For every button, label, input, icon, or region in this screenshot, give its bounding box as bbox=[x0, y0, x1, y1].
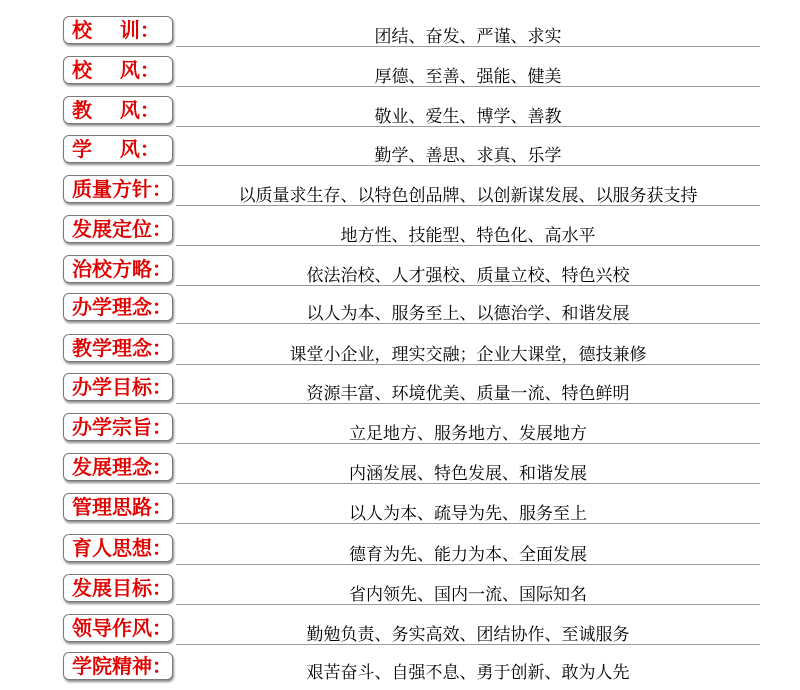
row-value: 德育为先、能力为本、全面发展 bbox=[349, 545, 587, 565]
row-development-positioning bbox=[0, 211, 800, 251]
row-label: 领导作风： bbox=[63, 614, 173, 642]
row-school-motto bbox=[0, 12, 800, 52]
row-label: 校 训： bbox=[63, 16, 173, 44]
row-divider bbox=[176, 165, 760, 166]
row-leadership-style bbox=[0, 610, 800, 650]
row-label: 教 风： bbox=[63, 96, 173, 124]
row-divider bbox=[176, 604, 760, 605]
row-divider bbox=[176, 86, 760, 87]
row-label: 学 风： bbox=[63, 135, 173, 163]
row-school-goal bbox=[0, 369, 800, 409]
row-college-spirit bbox=[0, 648, 800, 688]
row-label: 学院精神： bbox=[63, 652, 173, 680]
row-value: 地方性、技能型、特色化、高水平 bbox=[340, 226, 596, 246]
row-divider bbox=[176, 403, 760, 404]
row-divider bbox=[176, 523, 760, 524]
row-value: 团结、奋发、严谨、求实 bbox=[374, 27, 562, 47]
row-value: 立足地方、服务地方、发展地方 bbox=[349, 424, 587, 444]
row-label: 治校方略： bbox=[63, 255, 173, 283]
row-label: 办学宗旨： bbox=[63, 413, 173, 441]
row-label: 管理思路： bbox=[63, 493, 173, 521]
row-label: 发展定位： bbox=[63, 215, 173, 243]
row-school-purpose bbox=[0, 409, 800, 449]
row-value: 内涵发展、特色发展、和谐发展 bbox=[349, 464, 587, 484]
row-divider bbox=[176, 285, 760, 286]
row-label: 教学理念： bbox=[63, 334, 173, 362]
row-teaching-philosophy bbox=[0, 330, 800, 370]
row-value: 勤勉负责、务实高效、团结协作、至诚服务 bbox=[306, 625, 630, 645]
row-divider bbox=[176, 564, 760, 565]
row-quality-policy bbox=[0, 171, 800, 211]
row-divider bbox=[176, 323, 760, 324]
row-divider bbox=[176, 443, 760, 444]
row-label: 校 风： bbox=[63, 56, 173, 84]
row-education-thought bbox=[0, 530, 800, 570]
row-school-ethos bbox=[0, 52, 800, 92]
row-label: 发展目标： bbox=[63, 574, 173, 602]
row-divider bbox=[176, 126, 760, 127]
row-divider bbox=[176, 205, 760, 206]
row-study-ethos bbox=[0, 131, 800, 171]
row-value: 敬业、爱生、博学、善教 bbox=[374, 107, 562, 127]
row-value: 课堂小企业，理实交融；企业大课堂，德技兼修 bbox=[289, 345, 647, 365]
row-value: 艰苦奋斗、自强不息、勇于创新、敢为人先 bbox=[306, 663, 630, 683]
row-value: 厚德、至善、强能、健美 bbox=[374, 67, 562, 87]
row-value: 依法治校、人才强校、质量立校、特色兴校 bbox=[306, 266, 630, 286]
row-value: 以质量求生存、以特色创品牌、以创新谋发展、以服务获支持 bbox=[238, 186, 698, 206]
row-school-philosophy bbox=[0, 289, 800, 329]
row-value: 以人为本、疏导为先、服务至上 bbox=[349, 504, 587, 524]
row-label: 办学目标： bbox=[63, 373, 173, 401]
row-governance-strategy bbox=[0, 251, 800, 291]
row-divider bbox=[176, 483, 760, 484]
row-development-goal bbox=[0, 570, 800, 610]
row-divider bbox=[176, 644, 760, 645]
row-label: 质量方针： bbox=[63, 175, 173, 203]
row-value: 省内领先、国内一流、国际知名 bbox=[349, 585, 587, 605]
row-management-approach bbox=[0, 489, 800, 529]
row-label: 办学理念： bbox=[63, 293, 173, 321]
row-divider bbox=[176, 364, 760, 365]
row-teaching-ethos bbox=[0, 92, 800, 132]
row-value: 勤学、善思、求真、乐学 bbox=[374, 146, 562, 166]
row-divider bbox=[176, 46, 760, 47]
row-value: 资源丰富、环境优美、质量一流、特色鲜明 bbox=[306, 384, 630, 404]
row-value: 以人为本、服务至上、以德治学、和谐发展 bbox=[306, 304, 630, 324]
row-development-concept bbox=[0, 449, 800, 489]
row-label: 育人思想： bbox=[63, 534, 173, 562]
row-label: 发展理念： bbox=[63, 453, 173, 481]
row-divider bbox=[176, 245, 760, 246]
